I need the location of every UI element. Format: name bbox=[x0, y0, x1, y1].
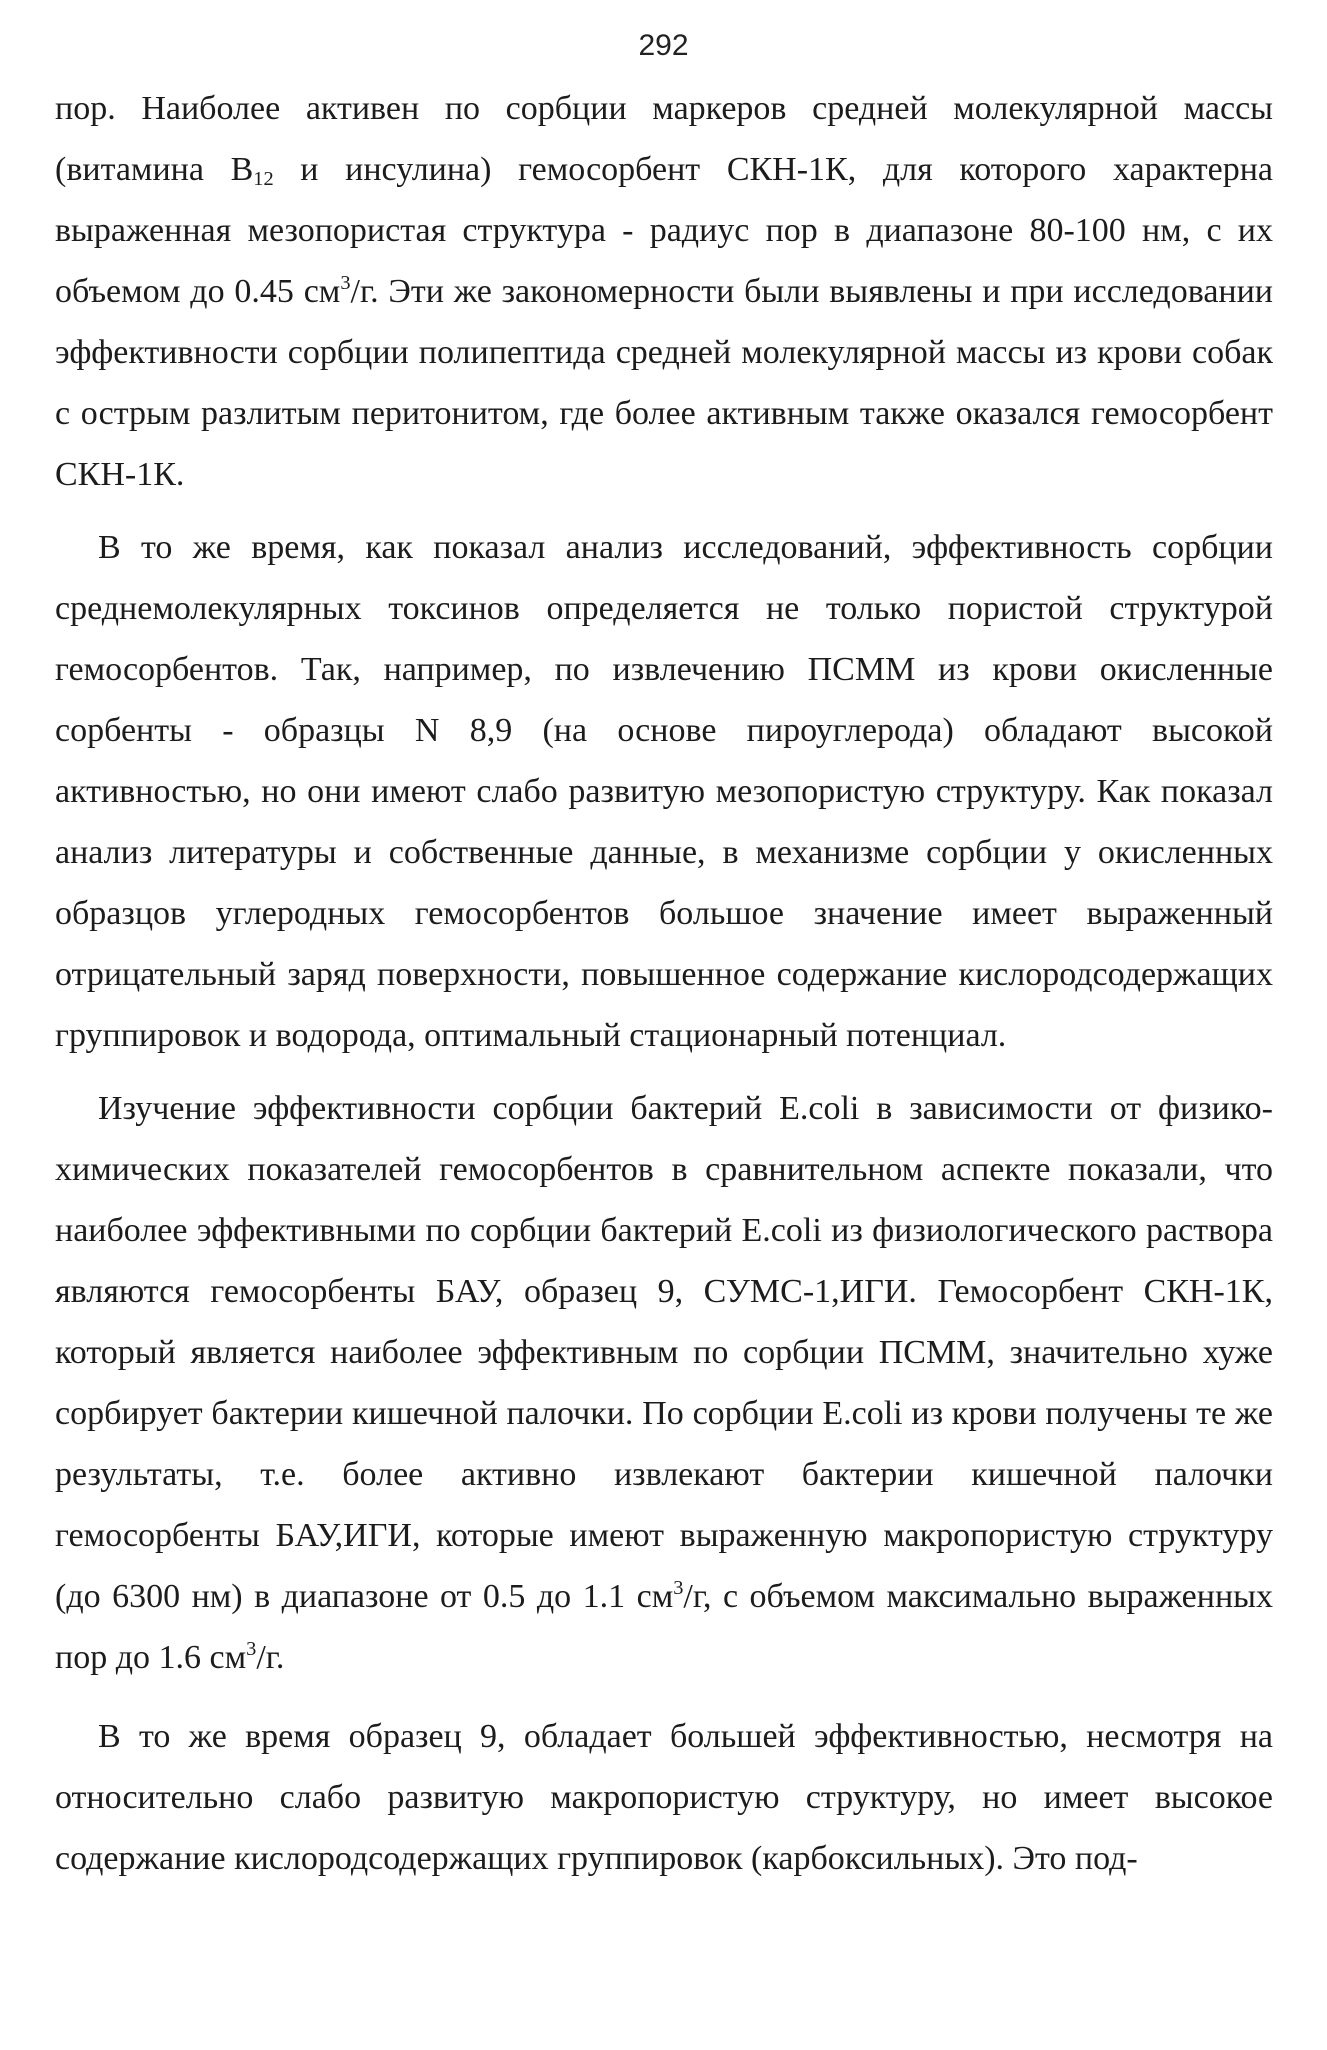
paragraph-3-part-a: Изучение эффективности сорбции бактерий E.coli в зависимости от физико-химических показателей гемосорбентов в сравнительном аспекте показали, что наиболее эффективными по сорбции бактерий E.coli из физиологического раствора являются гемосорбенты БАУ, образец 9, СУМС-1,ИГИ. Гемосорбент СКН-1К, который является наиболее эффективным по сорбции ПСММ, значительно хуже сорбирует бактерии кишечной палочки. По сорбции E.coli из крови получены те же результаты, т.е. более активно извлекают бактерии кишечной палочки гемосорбенты БАУ,ИГИ, которые имеют выраженную макропористую структуру (до 6300 нм) в диапазоне от 0.5 до 1.1 см bbox=[55, 1090, 1273, 1615]
paragraph-1-part-b: и инсулина) гемосорбент СКН-1К, для которого характерна выраженная мезопористая структура - радиус пор в диапазоне 80-100 нм, с их объемом до 0.45 см bbox=[55, 151, 1273, 310]
paragraph-1 bbox=[55, 78, 1273, 505]
superscript-3: 3 bbox=[340, 271, 351, 294]
paragraph-1-part-c: /г. Эти же закономерности были выявлены и при исследовании эффективности сорбции полипептида средней молекулярной массы из крови собак с острым разлитым перитонитом, где более активным также оказался гемосорбент СКН-1К. bbox=[55, 273, 1273, 493]
paragraph-3 bbox=[55, 1078, 1273, 1688]
superscript-3: 3 bbox=[673, 1576, 684, 1599]
subscript-12: 12 bbox=[253, 168, 274, 191]
superscript-3: 3 bbox=[246, 1637, 257, 1660]
body-text bbox=[55, 78, 1273, 1889]
paragraph-3-part-b: /г, с объемом максимально выраженных пор до 1.6 см bbox=[55, 1578, 1273, 1676]
paragraph-3-part-c: /г. bbox=[256, 1639, 285, 1676]
paragraph-2: В то же время, как показал анализ исследований, эффективность сорбции среднемолекулярных токсинов определяется не только пористой структурой гемосорбентов. Так, например, по извлечению ПСММ из крови окисленные сорбенты - образцы N 8,9 (на основе пироуглерода) обладают высокой активностью, но они имеют слабо развитую мезопористую структуру. Как показал анализ литературы и собственные данные, в механизме сорбции у окисленных образцов углеродных гемосорбентов большое значение имеет выраженный отрицательный заряд поверхности, повышенное содержание кислородсодержащих группировок и водорода, оптимальный стационарный потенциал. bbox=[55, 529, 1273, 1054]
page-number: 292 bbox=[638, 29, 689, 62]
paragraph-4: В то же время образец 9, обладает большей эффективностью, несмотря на относительно слабо развитую макропористую структуру, но имеет высокое содержание кислородсодержащих группировок (карбоксильных). Это под- bbox=[55, 1718, 1273, 1877]
paragraph-1-part-a: пор. Наиболее активен по сорбции маркеров средней молекулярной массы (витамина В bbox=[55, 90, 1273, 188]
